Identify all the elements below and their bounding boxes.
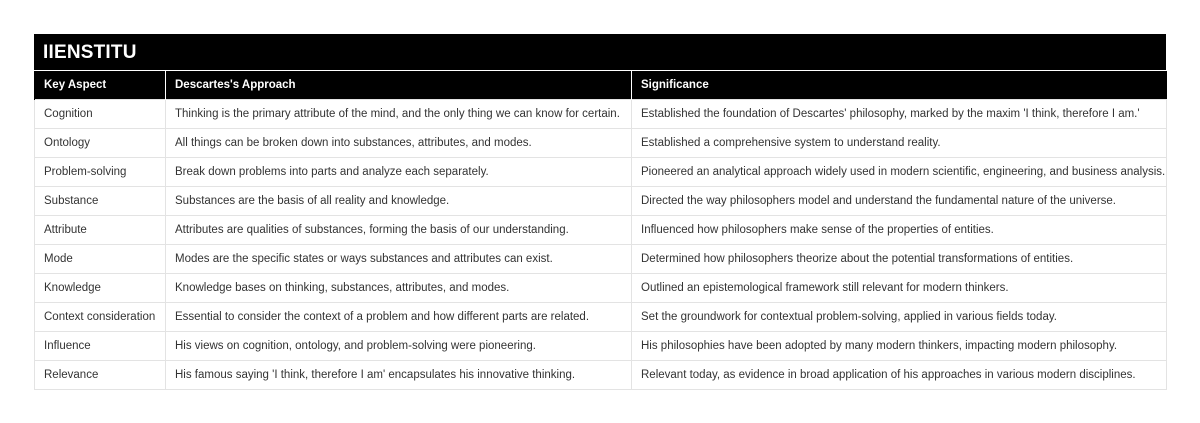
- approach-cell: Essential to consider the context of a problem and how different parts are related.: [166, 303, 632, 332]
- key-aspect-cell: Influence: [35, 332, 166, 361]
- key-aspect-cell: Cognition: [35, 100, 166, 129]
- table-row: [35, 216, 1167, 245]
- key-aspect-cell: Mode: [35, 245, 166, 274]
- approach-cell: Attributes are qualities of substances, forming the basis of our understanding.: [166, 216, 632, 245]
- key-aspect-cell: Substance: [35, 187, 166, 216]
- significance-cell: Influenced how philosophers make sense of the properties of entities.: [632, 216, 1167, 245]
- approach-cell: Modes are the specific states or ways substances and attributes can exist.: [166, 245, 632, 274]
- table-row: [35, 332, 1167, 361]
- approach-cell: His views on cognition, ontology, and problem-solving were pioneering.: [166, 332, 632, 361]
- significance-cell: Determined how philosophers theorize about the potential transformations of entities.: [632, 245, 1167, 274]
- key-aspect-cell: Problem-solving: [35, 158, 166, 187]
- header-significance: Significance: [632, 71, 1167, 100]
- header-descartes-approach: Descartes's Approach: [166, 71, 632, 100]
- approach-cell: Break down problems into parts and analyze each separately.: [166, 158, 632, 187]
- significance-cell: Established a comprehensive system to understand reality.: [632, 129, 1167, 158]
- approach-cell: All things can be broken down into substances, attributes, and modes.: [166, 129, 632, 158]
- key-aspect-cell: Relevance: [35, 361, 166, 390]
- significance-cell: His philosophies have been adopted by many modern thinkers, impacting modern philosophy.: [632, 332, 1167, 361]
- brand-title: IIENSTITU: [34, 34, 1166, 70]
- header-key-aspect: Key Aspect: [35, 71, 166, 100]
- key-aspect-cell: Context consideration: [35, 303, 166, 332]
- approach-cell: Knowledge bases on thinking, substances, attributes, and modes.: [166, 274, 632, 303]
- key-aspect-cell: Knowledge: [35, 274, 166, 303]
- header-row: [35, 71, 1167, 100]
- significance-cell: Set the groundwork for contextual problem-solving, applied in various fields today.: [632, 303, 1167, 332]
- significance-cell: Directed the way philosophers model and understand the fundamental nature of the universe.: [632, 187, 1167, 216]
- approach-cell: His famous saying 'I think, therefore I am' encapsulates his innovative thinking.: [166, 361, 632, 390]
- table-row: [35, 129, 1167, 158]
- significance-cell: Outlined an epistemological framework still relevant for modern thinkers.: [632, 274, 1167, 303]
- approach-cell: Substances are the basis of all reality and knowledge.: [166, 187, 632, 216]
- approach-cell: Thinking is the primary attribute of the mind, and the only thing we can know for certain.: [166, 100, 632, 129]
- table-body: [35, 100, 1167, 390]
- table-row: [35, 100, 1167, 129]
- significance-cell: Established the foundation of Descartes' philosophy, marked by the maxim 'I think, therefore I am.': [632, 100, 1167, 129]
- table-row: [35, 187, 1167, 216]
- table-row: [35, 245, 1167, 274]
- table-row: [35, 274, 1167, 303]
- descartes-table: [34, 70, 1167, 390]
- key-aspect-cell: Ontology: [35, 129, 166, 158]
- table-container: [34, 34, 1166, 390]
- table-row: [35, 361, 1167, 390]
- key-aspect-cell: Attribute: [35, 216, 166, 245]
- table-row: [35, 303, 1167, 332]
- significance-cell: Pioneered an analytical approach widely used in modern scientific, engineering, and business analysis.: [632, 158, 1167, 187]
- table-row: [35, 158, 1167, 187]
- significance-cell: Relevant today, as evidence in broad application of his approaches in various modern disciplines.: [632, 361, 1167, 390]
